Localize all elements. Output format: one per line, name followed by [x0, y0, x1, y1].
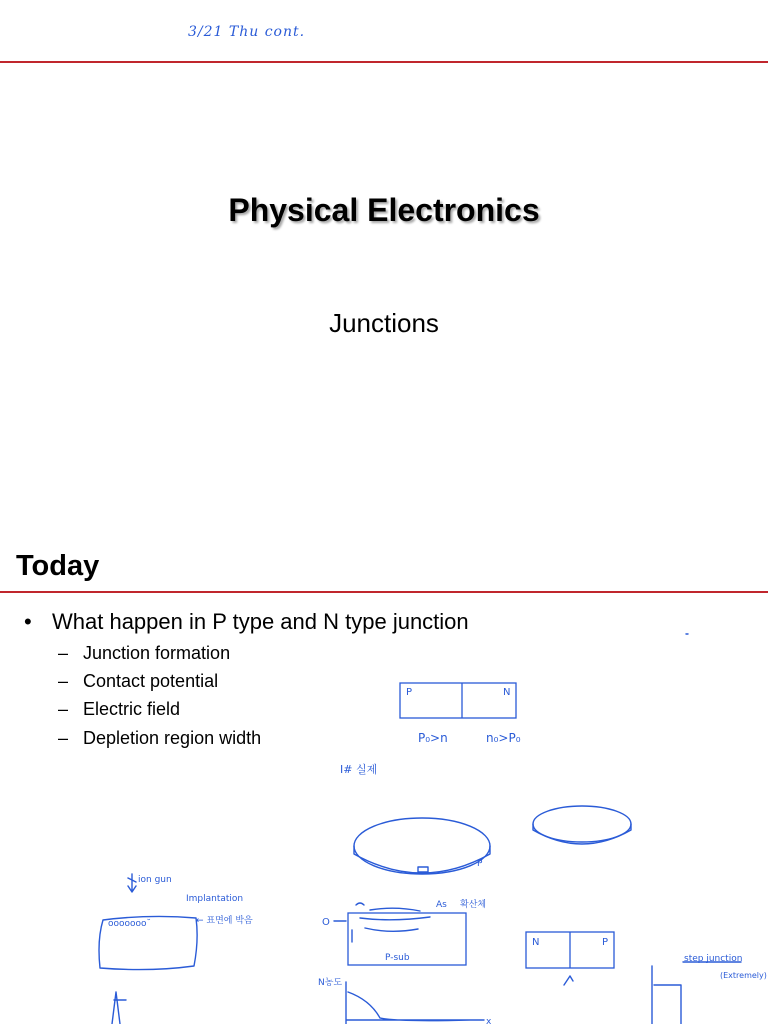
slide-heading: Today: [16, 550, 100, 582]
svg-text:ooooooo˘: ooooooo˘: [108, 919, 152, 929]
wafer-large: [354, 818, 490, 874]
dopant-note: 확산체: [460, 900, 487, 910]
box1-right-label: N: [503, 687, 511, 698]
pn-junction-box: [400, 683, 516, 718]
box2-right-label: P: [602, 937, 609, 948]
wafer-note: I# 실제: [340, 763, 378, 776]
substrate-label: P-sub: [385, 953, 410, 963]
box2-left-label: N: [532, 937, 540, 948]
box1-under-right: n₀>P₀: [486, 731, 521, 745]
sub-item: – Electric field: [58, 699, 181, 719]
svg-text:P: P: [477, 859, 483, 869]
axis-x-label: x: [486, 1017, 492, 1024]
concentration-plot: [346, 982, 484, 1024]
ion-gun-label: ion gun: [138, 875, 172, 885]
step-sub-label: (Extremely): [720, 971, 767, 980]
bullet-text: What happen in P type and N type junction: [52, 609, 469, 634]
slide-subtitle: Junctions: [329, 308, 439, 338]
step-junction-plot: [652, 966, 681, 1024]
concentration-label: N농도: [318, 978, 343, 988]
implant-profile: [112, 992, 126, 1024]
dopant-scatter: [356, 903, 430, 931]
dopant-label: As: [436, 900, 447, 910]
header-rule: [0, 61, 768, 63]
handwritten-date-note: 3/21 Thu cont.: [188, 24, 306, 40]
today-slide: [0, 530, 768, 1024]
surface-note: ← 표면에 박음: [196, 916, 253, 926]
implantation-label: Implantation: [186, 894, 244, 904]
sub-item: – Depletion region width: [58, 728, 262, 748]
box1-under-left: P₀>n: [418, 731, 448, 745]
sub-item: – Junction formation: [58, 643, 231, 663]
slide-title: Physical Electronics: [228, 192, 540, 228]
bullet-dot: •: [24, 609, 32, 634]
axis-zero: O: [322, 917, 330, 928]
box1-left-label: P: [406, 687, 413, 698]
sub-item: – Contact potential: [58, 671, 219, 691]
ion-gun-arrow: [128, 874, 136, 892]
handwritten-sketches: [0, 530, 768, 1024]
step-junction-label: step junction: [684, 954, 743, 964]
